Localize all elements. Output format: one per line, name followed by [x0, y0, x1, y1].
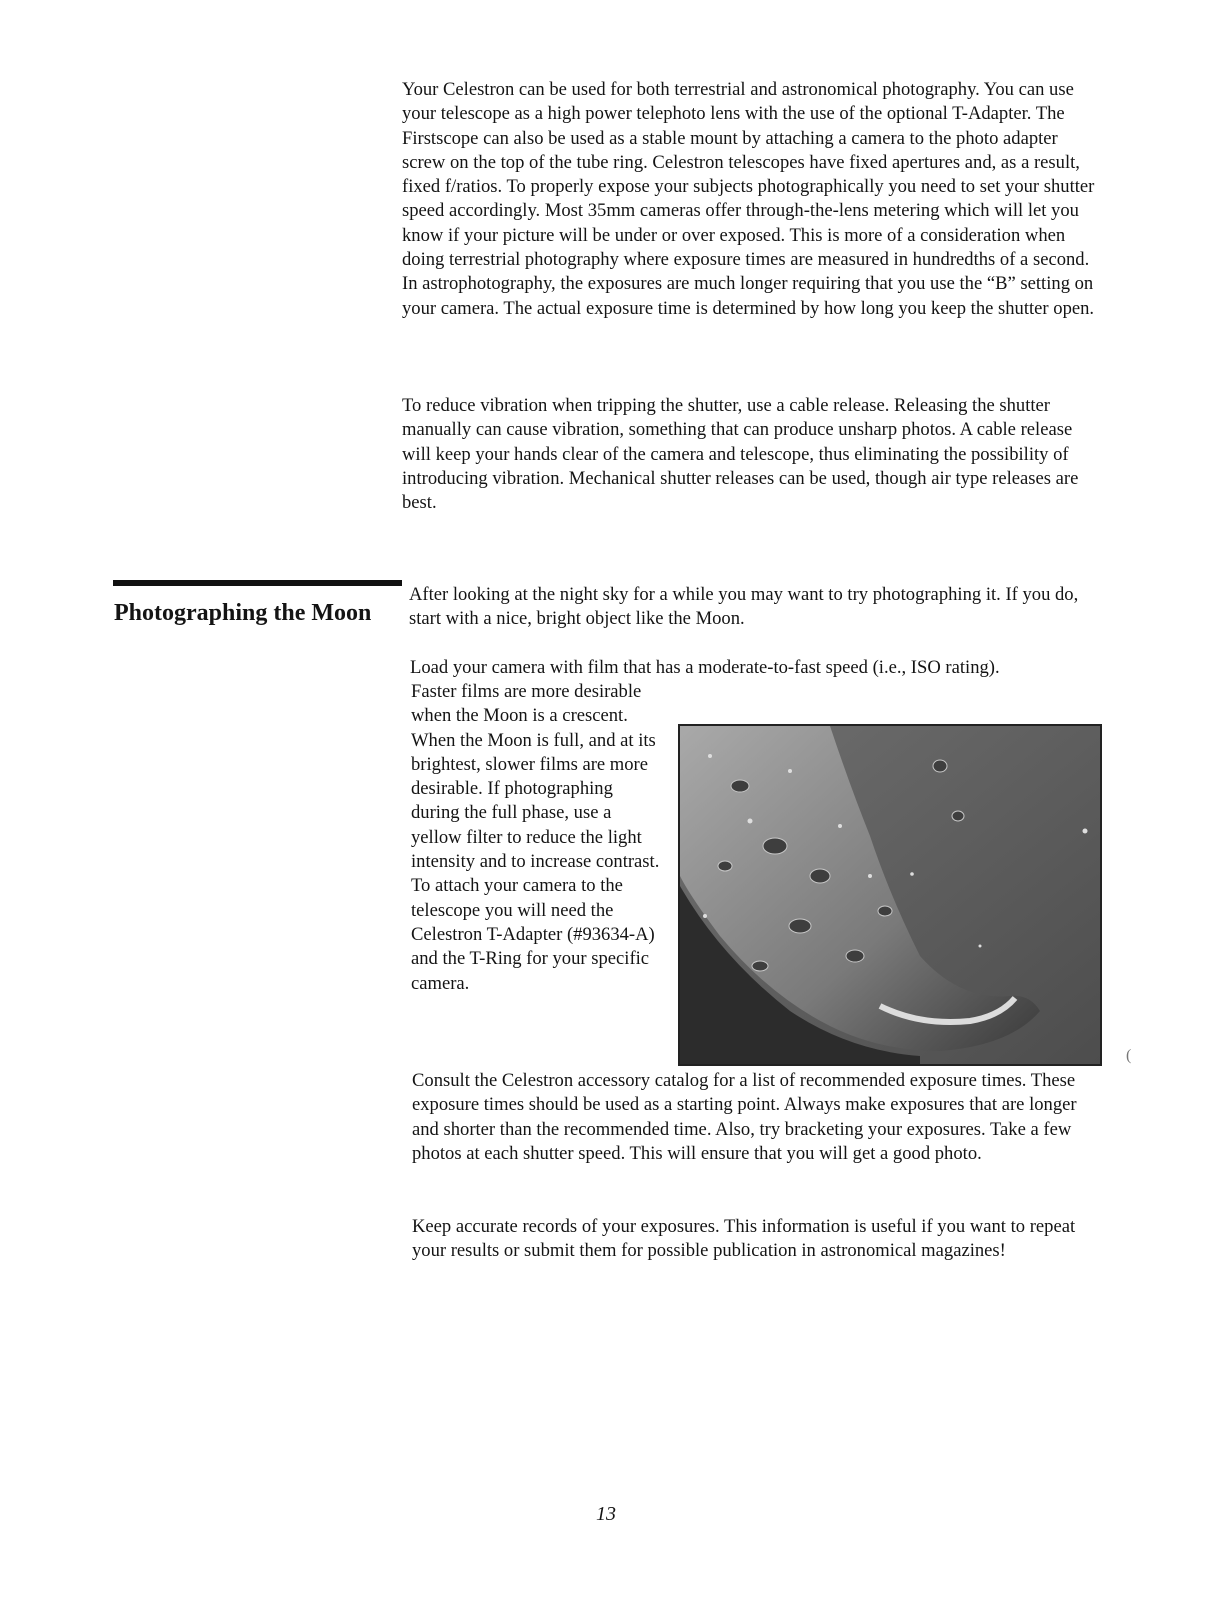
section-paragraph-1: After looking at the night sky for a while you may want to try photographing it. If you do, start with a nice, bright object like the Moon. — [409, 584, 1079, 630]
intro-paragraph-1: Your Celestron can be used for both terrestrial and astronomical photography. You can use your telescope as a high power telephoto lens with the use of the optional T-Adapter. The Firstscope can also be used as a stable mount by attaching a camera to the photo adapter screw on the top of the tube ring. Celestron telescopes have fixed apertures and, as a result, fixed f/ratios. To properly expose your subjects photographically you need to set your shutter speed accordingly. Most 35mm cameras offer through-the-lens metering which will let you know if your picture will be under or over exposed. This is more of a consideration when doing terrestrial photography where exposure times are measured in hundredths of a second. In astrophotography, the exposures are much longer requiring that you use the “B” setting on your camera. The actual exposure time is determined by how long you keep the shutter open. — [402, 79, 1095, 319]
section-heading: Photographing the Moon — [114, 600, 372, 626]
section-paragraph-4: Keep accurate records of your exposures. This information is useful if you want to repeat your results or submit them for possible publication in astronomical magazines! — [412, 1216, 1076, 1262]
moon-surface-photo — [678, 724, 1102, 1066]
section-paragraph-2-first-line: Load your camera with film that has a moderate-to-fast speed (i.e., ISO rating). — [410, 657, 1000, 678]
margin-mark: ( — [1126, 1047, 1132, 1064]
section-paragraph-2-wrapped-text: Faster films are more desirable when the Moon is a crescent. When the Moon is full, and at its brightest, slower films are more desirable. If photographing during the full phase, use a yellow filter to reduce the light intensity and to increase contrast. To attach your camera to the telescope you will need the Celestron T-Adapter (#93634-A) and the T-Ring for your specific camera. — [411, 681, 660, 994]
page-number: 13 — [596, 1503, 616, 1525]
section-paragraph-3: Consult the Celestron accessory catalog for a list of recommended exposure times. These exposure times should be used as a starting point. Always make exposures that are longer and shorter than the recommended time. Also, try bracketing your exposures. Take a few photos at each shutter speed. This will ensure that you will get a good photo. — [412, 1070, 1077, 1164]
section-rule — [113, 580, 402, 586]
intro-paragraph-2: To reduce vibration when tripping the shutter, use a cable release. Releasing the shutter manually can cause vibration, something that can produce unsharp photos. A cable release will keep your hands clear of the camera and telescope, thus eliminating the possibility of introducing vibration. Mechanical shutter releases can be used, though air type releases are best. — [402, 395, 1079, 514]
